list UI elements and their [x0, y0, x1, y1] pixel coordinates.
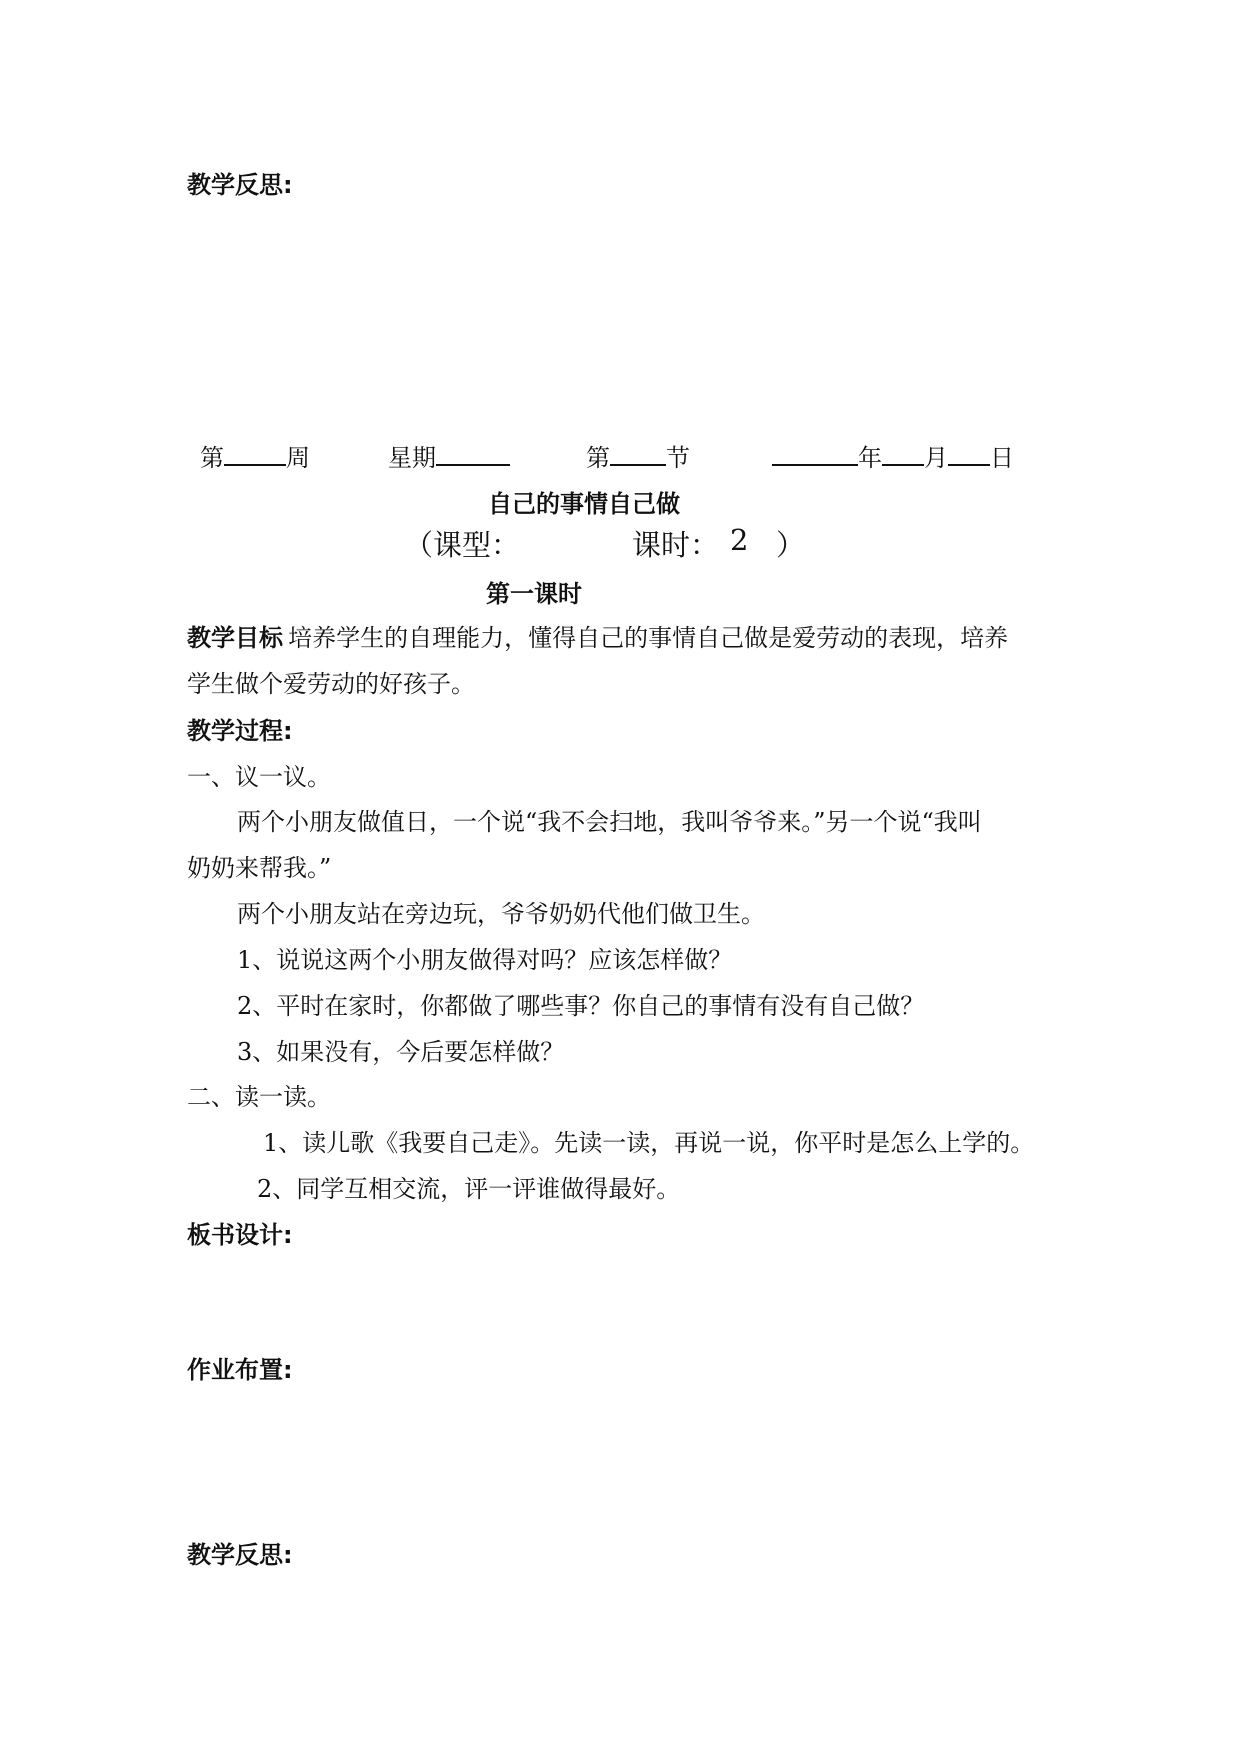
page-title: 自己的事情自己做: [488, 490, 680, 518]
month-label: 月: [924, 444, 948, 472]
bottom-reflection-heading: 教学反思:: [187, 1541, 293, 1569]
date-field: [772, 438, 1014, 473]
week-blank: [224, 440, 286, 466]
year-label: 年: [858, 444, 882, 472]
date-header: [200, 438, 310, 473]
week-prefix: 第: [200, 444, 224, 472]
day-label: 日: [990, 444, 1014, 472]
part2-item-2: 2、同学互相交流，评一评谁做得最好。: [257, 1175, 681, 1203]
period-suffix: 节: [666, 444, 690, 472]
year-blank: [772, 440, 858, 466]
lesson-hours-label: 课时：: [632, 528, 720, 562]
part1-para1-line2: 奶奶来帮我。”: [187, 854, 332, 882]
period-blank: [610, 440, 666, 466]
top-reflection-heading: 教学反思:: [187, 171, 293, 199]
section-title: 第一课时: [486, 580, 582, 608]
period-field: [586, 438, 690, 473]
part1-para1-line1: 两个小朋友做值日，一个说“我不会扫地，我叫爷爷来。”另一个说“我叫: [237, 808, 982, 836]
weekday-field: [388, 438, 510, 473]
weekday-blank: [436, 440, 510, 466]
objective-text-2: 学生做个爱劳动的好孩子。: [187, 670, 475, 698]
part1-heading: 一、议一议。: [187, 763, 331, 791]
lesson-type-close: ）: [776, 528, 806, 562]
board-design-heading: 板书设计:: [187, 1221, 293, 1249]
week-suffix: 周: [286, 444, 310, 472]
objective-label: 教学目标: [187, 624, 283, 652]
part2-item-1: 1、读儿歌《我要自己走》。先读一读，再说一说，你平时是怎么上学的。: [263, 1129, 1035, 1157]
period-prefix: 第: [586, 444, 610, 472]
weekday-label: 星期: [388, 444, 436, 472]
month-blank: [882, 440, 924, 466]
lesson-hours-value: 2: [730, 523, 749, 557]
part1-question-3: 3、如果没有，今后要怎样做？: [237, 1038, 565, 1066]
process-heading: 教学过程:: [187, 717, 293, 745]
lesson-type-open: （课型：: [404, 528, 521, 562]
part2-heading: 二、读一读。: [187, 1083, 331, 1111]
part1-question-1: 1、说说这两个小朋友做得对吗？应该怎样做？: [237, 946, 733, 974]
objective-line-1: [187, 618, 1008, 653]
objective-text-1: 培养学生的自理能力，懂得自己的事情自己做是爱劳动的表现，培养: [288, 624, 1009, 652]
part1-para2: 两个小朋友站在旁边玩，爷爷奶奶代他们做卫生。: [237, 900, 765, 928]
part1-question-2: 2、平时在家时，你都做了哪些事？你自己的事情有没有自己做？: [237, 992, 925, 1020]
day-blank: [948, 440, 990, 466]
homework-heading: 作业布置:: [187, 1356, 293, 1384]
